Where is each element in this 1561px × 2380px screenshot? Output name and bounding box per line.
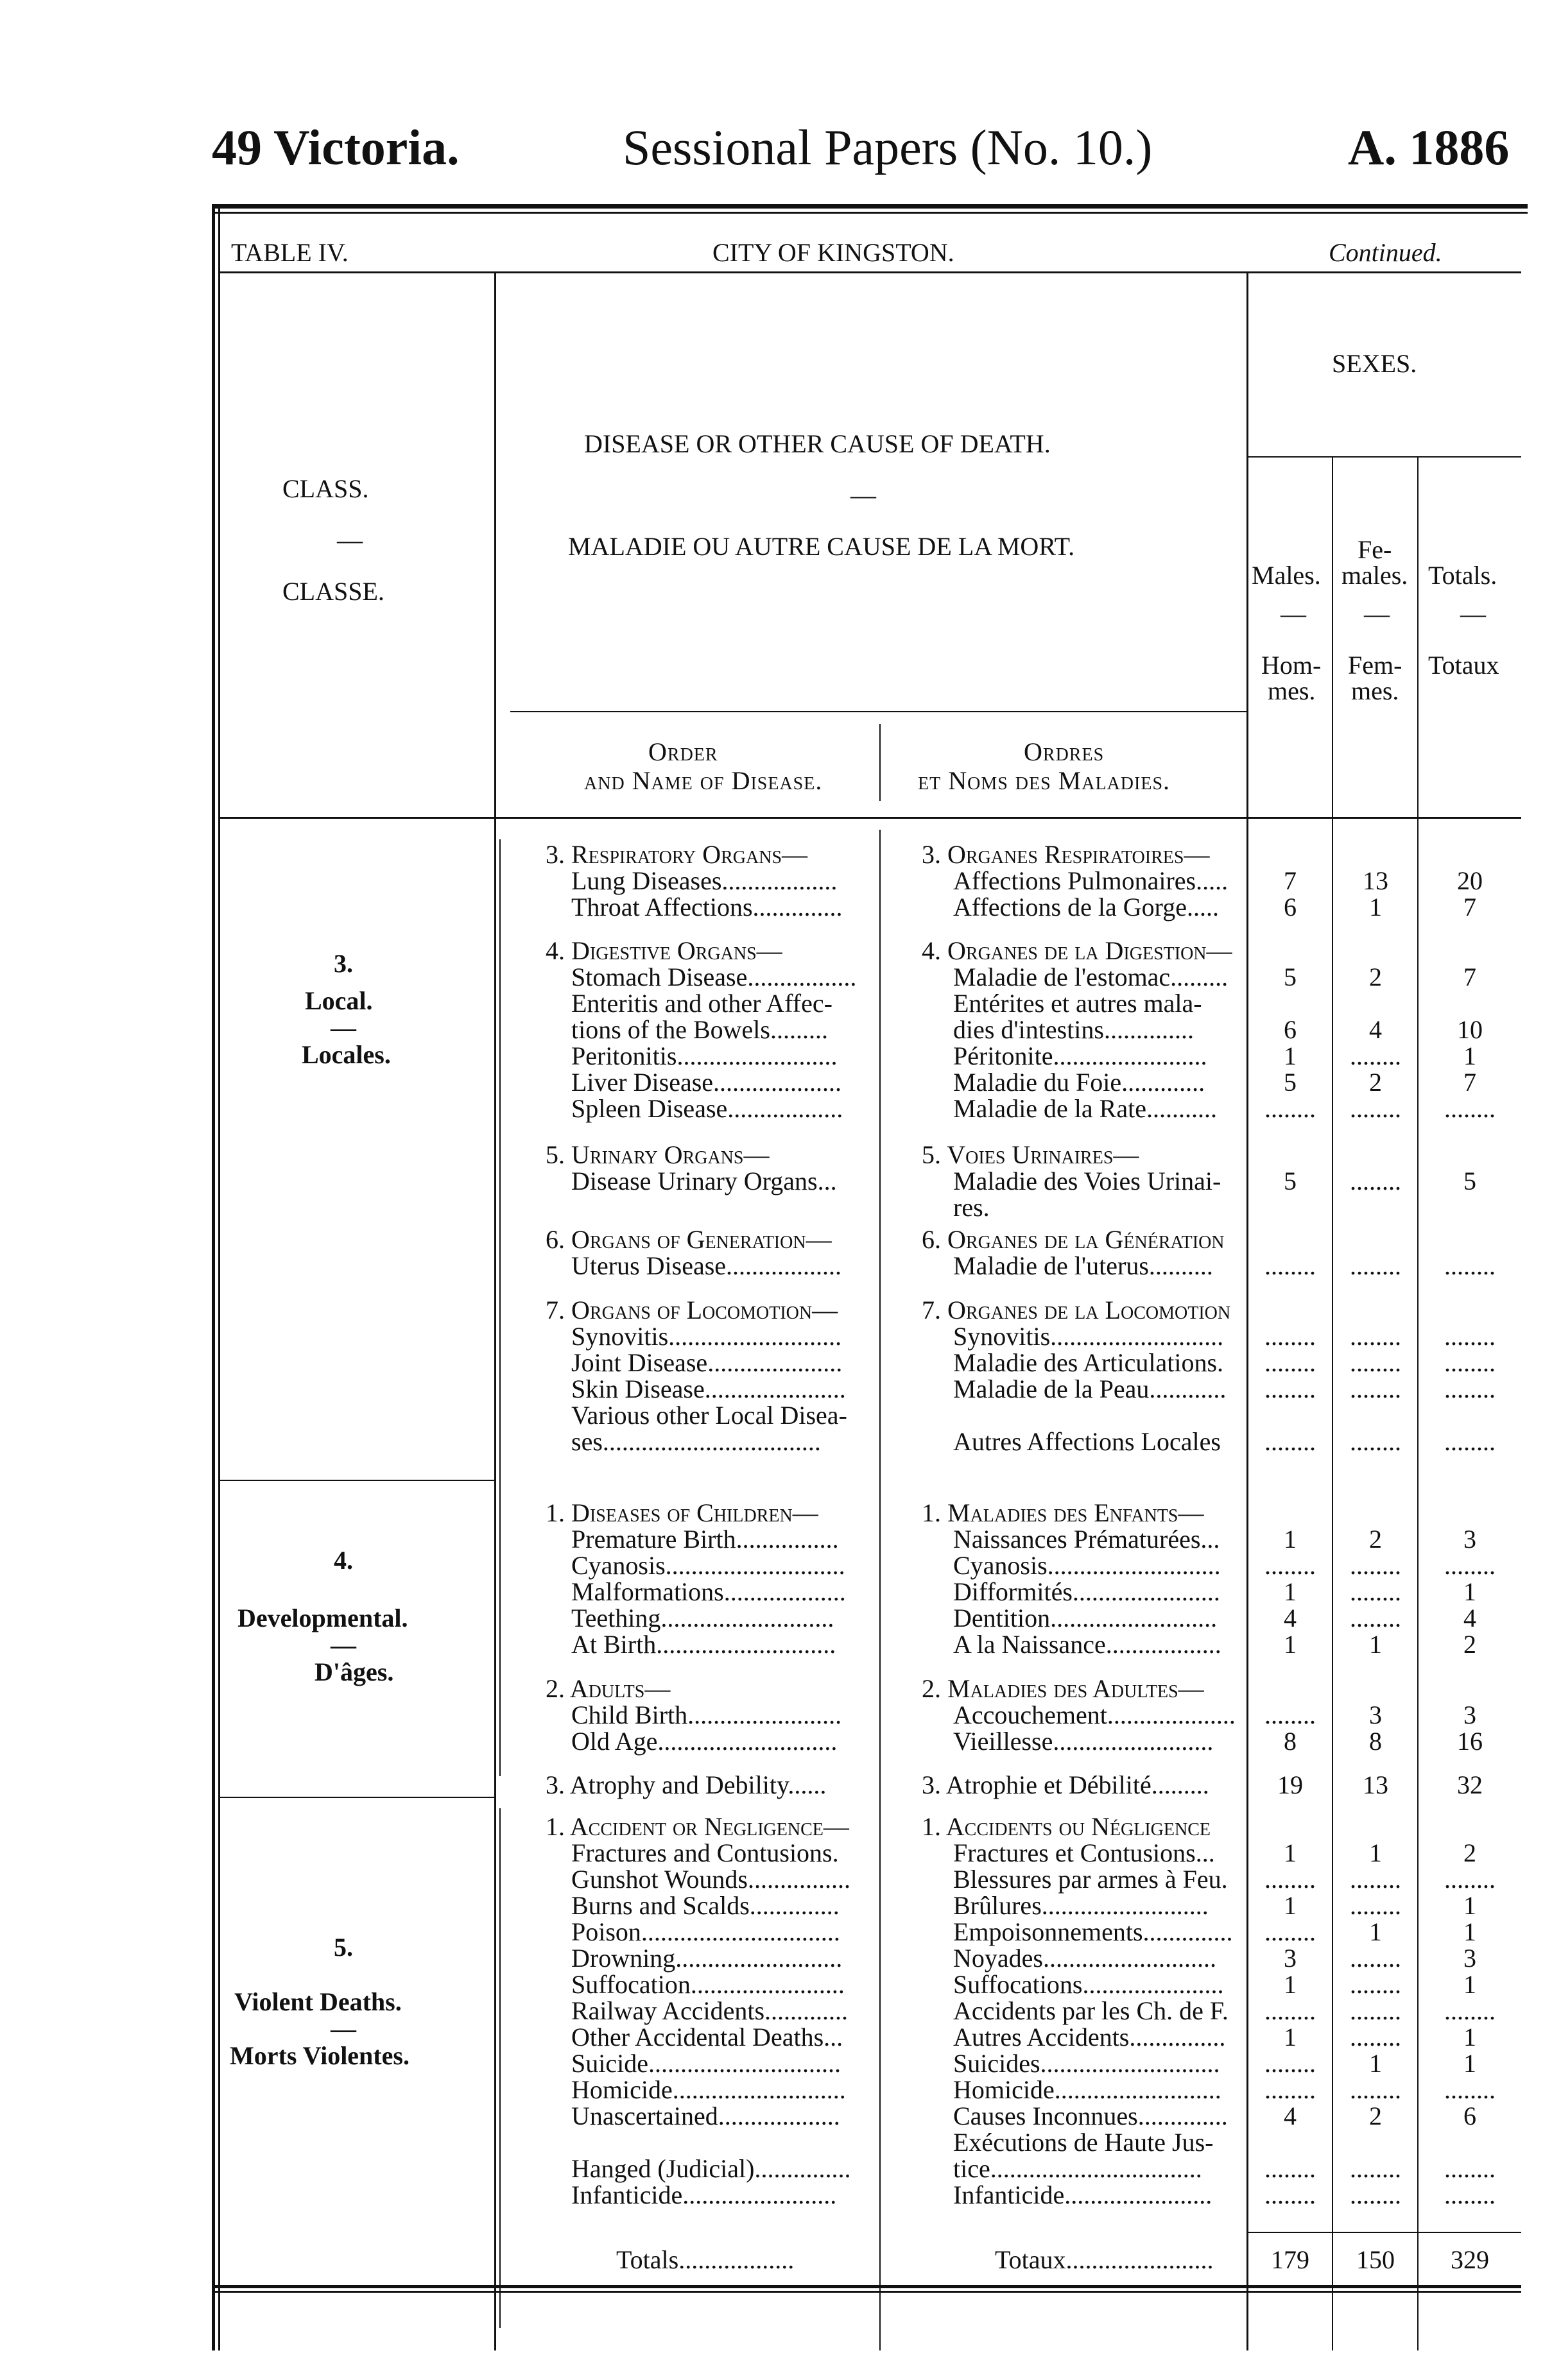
total-count: 1 bbox=[1463, 1970, 1476, 1999]
males-count: ........ bbox=[1264, 2180, 1316, 2209]
class-5-name-fr: Morts Violentes. bbox=[230, 2041, 410, 2070]
disease-name-fr: 2. Maladies des Adultes— bbox=[922, 1674, 1204, 1703]
males-count: ........ bbox=[1264, 1551, 1316, 1580]
females-count: 2 bbox=[1369, 1068, 1382, 1097]
disease-name-fr: 5. Voies Urinaires— bbox=[922, 1140, 1139, 1169]
males-header-fr-1: Hom- bbox=[1261, 651, 1322, 680]
males-header-en: Males. bbox=[1252, 561, 1321, 590]
females-header-fr-2: mes. bbox=[1351, 676, 1399, 705]
males-count: 1 bbox=[1284, 1525, 1297, 1554]
males-count: 1 bbox=[1284, 1041, 1297, 1070]
males-count: 19 bbox=[1277, 1770, 1303, 1799]
females-count: 4 bbox=[1369, 1015, 1382, 1044]
disease-name-en: Hanged (Judicial)............... bbox=[571, 2154, 851, 2183]
total-count: ........ bbox=[1444, 1322, 1496, 1351]
disease-name-en: Uterus Disease.................. bbox=[571, 1251, 842, 1280]
females-count: 1 bbox=[1369, 2049, 1382, 2078]
table-row bbox=[212, 2101, 1521, 2130]
disease-name-fr: Péritonite........................ bbox=[953, 1041, 1207, 1070]
males-header-dash: — bbox=[1281, 599, 1306, 628]
order-header-en-2: and Name of Disease. bbox=[584, 766, 823, 795]
disease-name-en: Enteritis and other Affec- bbox=[571, 989, 832, 1018]
class-3-name-fr: Locales. bbox=[302, 1040, 391, 1069]
males-count: 5 bbox=[1284, 1167, 1297, 1195]
disease-name-en: Spleen Disease.................. bbox=[571, 1094, 843, 1123]
table-row bbox=[212, 1192, 1521, 1222]
class-header-en: CLASS. bbox=[282, 474, 369, 503]
total-count: ........ bbox=[1444, 1251, 1496, 1280]
males-count: ........ bbox=[1264, 1700, 1316, 1729]
table-row bbox=[212, 1603, 1521, 1632]
females-count: ........ bbox=[1350, 1577, 1401, 1606]
males-count: ........ bbox=[1264, 1427, 1316, 1456]
females-count: ........ bbox=[1350, 1167, 1401, 1195]
table-row bbox=[212, 1166, 1521, 1195]
males-count: ........ bbox=[1264, 1348, 1316, 1377]
total-count: 2 bbox=[1463, 1838, 1476, 1867]
males-count: 8 bbox=[1284, 1727, 1297, 1756]
table-row bbox=[212, 1943, 1521, 1973]
males-count: ........ bbox=[1264, 2154, 1316, 2183]
table-continued: Continued. bbox=[1329, 238, 1442, 267]
table-title-row bbox=[212, 223, 1521, 275]
totals-males: 179 bbox=[1271, 2245, 1309, 2274]
total-count: 1 bbox=[1463, 2023, 1476, 2051]
disease-name-en: 1. Accident or Negligence— bbox=[546, 1812, 849, 1841]
disease-header-rule bbox=[510, 711, 1246, 712]
females-count: ........ bbox=[1350, 1348, 1401, 1377]
disease-name-fr: Accidents par les Ch. de F. bbox=[953, 1996, 1229, 2025]
total-count: ........ bbox=[1444, 1551, 1496, 1580]
table-row bbox=[212, 2153, 1521, 2183]
total-count: ........ bbox=[1444, 1094, 1496, 1123]
disease-name-en: Liver Disease.................... bbox=[571, 1068, 842, 1097]
disease-name-en: Skin Disease...................... bbox=[571, 1374, 846, 1403]
females-count: 8 bbox=[1369, 1727, 1382, 1756]
total-count: 2 bbox=[1463, 1630, 1476, 1659]
females-count: ........ bbox=[1350, 2180, 1401, 2209]
disease-name-en: Cyanosis............................ bbox=[571, 1551, 845, 1580]
females-count: ........ bbox=[1350, 2154, 1401, 2183]
total-count: ........ bbox=[1444, 1865, 1496, 1894]
table-row bbox=[212, 2022, 1521, 2051]
disease-name-fr: Cyanosis........................... bbox=[953, 1551, 1221, 1580]
class-5-number: 5. bbox=[334, 1933, 353, 1962]
disease-name-fr: Naissances Prématurées... bbox=[953, 1525, 1220, 1554]
disease-name-fr: Blessures par armes à Feu. bbox=[953, 1865, 1228, 1894]
total-count: 1 bbox=[1463, 1891, 1476, 1920]
disease-name-fr: res. bbox=[953, 1193, 990, 1222]
disease-name-fr: 3. Atrophie et Débilité......... bbox=[922, 1770, 1209, 1799]
table-row bbox=[212, 988, 1521, 1018]
disease-name-fr: Maladie de la Peau............ bbox=[953, 1374, 1227, 1403]
disease-name-fr: A la Naissance.................. bbox=[953, 1630, 1221, 1659]
table-row bbox=[212, 1041, 1521, 1070]
males-count: 1 bbox=[1284, 1630, 1297, 1659]
total-count: 1 bbox=[1463, 1041, 1476, 1070]
table-bottom-rule bbox=[212, 2285, 1521, 2288]
disease-name-fr: Exécutions de Haute Jus- bbox=[953, 2128, 1214, 2157]
disease-name-fr: 7. Organes de la Locomotion bbox=[922, 1296, 1231, 1324]
header-year: A. 1886 bbox=[1348, 119, 1510, 175]
males-count: ........ bbox=[1264, 1865, 1316, 1894]
disease-name-fr: Affections de la Gorge..... bbox=[953, 893, 1219, 921]
males-count: ........ bbox=[1264, 1322, 1316, 1351]
disease-name-en: 6. Organs of Generation— bbox=[546, 1225, 832, 1254]
females-count: 1 bbox=[1369, 1917, 1382, 1946]
disease-name-fr: Entérites et autres mala- bbox=[953, 989, 1202, 1018]
table-row bbox=[212, 1400, 1521, 1430]
table-row bbox=[212, 1969, 1521, 1999]
disease-name-en: Old Age............................ bbox=[571, 1727, 838, 1756]
disease-name-en: Gunshot Wounds................ bbox=[571, 1865, 850, 1894]
disease-header-dash: — bbox=[850, 481, 876, 509]
males-count: 1 bbox=[1284, 1577, 1297, 1606]
header-bottom-rule bbox=[218, 817, 1521, 819]
table-row bbox=[212, 1917, 1521, 1946]
totals-label-en: Totals.................. bbox=[616, 2245, 795, 2274]
total-count: ........ bbox=[1444, 1427, 1496, 1456]
males-count: ........ bbox=[1264, 1996, 1316, 2025]
total-count: ........ bbox=[1444, 2075, 1496, 2104]
disease-name-fr: 1. Maladies des Enfants— bbox=[922, 1498, 1204, 1527]
disease-name-fr: Accouchement.................... bbox=[953, 1700, 1236, 1729]
disease-name-en: tions of the Bowels......... bbox=[571, 1015, 828, 1044]
disease-name-en: Disease Urinary Organs... bbox=[571, 1167, 837, 1195]
total-count: ........ bbox=[1444, 2180, 1496, 2209]
disease-name-fr: Maladie de l'uterus.......... bbox=[953, 1251, 1213, 1280]
order-header-en-1: Order bbox=[648, 737, 718, 766]
header-volume: 49 Victoria. bbox=[212, 119, 460, 175]
table-row bbox=[212, 1067, 1521, 1097]
table-row bbox=[212, 1014, 1521, 1044]
males-count: 4 bbox=[1284, 2102, 1297, 2130]
page-header bbox=[0, 0, 1561, 193]
disease-name-fr: Noyades........................... bbox=[953, 1944, 1216, 1973]
total-count: 10 bbox=[1457, 1015, 1483, 1044]
class-3-name-en: Local. bbox=[305, 986, 373, 1015]
disease-name-fr: Empoisonnements.............. bbox=[953, 1917, 1233, 1946]
table-row bbox=[212, 1348, 1521, 1377]
table-group-row bbox=[212, 1295, 1521, 1324]
disease-name-fr: Brûlures.......................... bbox=[953, 1891, 1209, 1920]
table-row bbox=[212, 1426, 1521, 1456]
females-count: 3 bbox=[1369, 1700, 1382, 1729]
total-count: 1 bbox=[1463, 1917, 1476, 1946]
males-count: 6 bbox=[1284, 1015, 1297, 1044]
sexes-rule bbox=[1246, 456, 1521, 458]
disease-name-fr: Autres Affections Locales bbox=[953, 1427, 1221, 1456]
totals-row bbox=[212, 2245, 1521, 2274]
disease-name-en: Fractures and Contusions. bbox=[571, 1838, 839, 1867]
disease-name-en: Teething........................... bbox=[571, 1604, 834, 1632]
males-count: 1 bbox=[1284, 1970, 1297, 1999]
total-count: 3 bbox=[1463, 1944, 1476, 1973]
table-row bbox=[212, 1374, 1521, 1403]
class-4-name-en: Developmental. bbox=[237, 1604, 408, 1632]
males-count: ........ bbox=[1264, 2075, 1316, 2104]
total-count: 5 bbox=[1463, 1167, 1476, 1195]
disease-name-en: 4. Digestive Organs— bbox=[546, 936, 782, 965]
females-count: ........ bbox=[1350, 1604, 1401, 1632]
females-count: 1 bbox=[1369, 1630, 1382, 1659]
class-4-number: 4. bbox=[334, 1546, 353, 1575]
disease-name-en: 3. Respiratory Organs— bbox=[546, 840, 808, 869]
disease-name-fr: 6. Organes de la Génération bbox=[922, 1225, 1225, 1254]
total-count: 4 bbox=[1463, 1604, 1476, 1632]
class-5-dash: — bbox=[331, 2014, 356, 2043]
females-count: ........ bbox=[1350, 1865, 1401, 1894]
table-row bbox=[212, 1577, 1521, 1606]
total-count: ........ bbox=[1444, 1996, 1496, 2025]
disease-name-en: ses.................................. bbox=[571, 1427, 821, 1456]
disease-name-fr: Infanticide....................... bbox=[953, 2180, 1212, 2209]
disease-name-fr: Synovitis........................... bbox=[953, 1322, 1224, 1351]
table-row bbox=[212, 962, 1521, 991]
table-group-row bbox=[212, 1498, 1521, 1527]
females-count: ........ bbox=[1350, 1944, 1401, 1973]
total-count: 16 bbox=[1457, 1727, 1483, 1756]
total-count: 6 bbox=[1463, 2102, 1476, 2130]
disease-name-en: Poison............................... bbox=[571, 1917, 840, 1946]
totals-females: 150 bbox=[1356, 2245, 1395, 2274]
males-count: ........ bbox=[1264, 1374, 1316, 1403]
table-row bbox=[212, 866, 1521, 895]
table-row bbox=[212, 1996, 1521, 2025]
disease-header-fr: MALADIE OU AUTRE CAUSE DE LA MORT. bbox=[568, 532, 1075, 561]
class-3-number: 3. bbox=[334, 949, 353, 978]
disease-name-fr: Dentition.......................... bbox=[953, 1604, 1218, 1632]
disease-name-en: 1. Diseases of Children— bbox=[546, 1498, 818, 1527]
disease-name-fr: Suffocations...................... bbox=[953, 1970, 1224, 1999]
total-count: 7 bbox=[1463, 1068, 1476, 1097]
disease-name-en: Lung Diseases.................. bbox=[571, 866, 838, 895]
disease-name-fr: Suicides............................ bbox=[953, 2049, 1220, 2078]
order-header-fr-1: Ordres bbox=[1024, 737, 1105, 766]
class-header-fr: CLASSE. bbox=[282, 577, 384, 606]
females-count: 13 bbox=[1363, 866, 1388, 895]
females-count: ........ bbox=[1350, 1374, 1401, 1403]
totals-header-dash: — bbox=[1460, 599, 1486, 628]
totals-total: 329 bbox=[1451, 2245, 1489, 2274]
table-row bbox=[212, 2075, 1521, 2104]
disease-header-en: DISEASE OR OTHER CAUSE OF DEATH. bbox=[584, 429, 1051, 458]
males-count: 5 bbox=[1284, 963, 1297, 991]
disease-name-fr: Homicide.......................... bbox=[953, 2075, 1221, 2104]
disease-name-fr: Difformités....................... bbox=[953, 1577, 1220, 1606]
females-header-en-2: males. bbox=[1341, 561, 1408, 590]
total-count: 3 bbox=[1463, 1525, 1476, 1554]
disease-name-fr: Maladie de la Rate........... bbox=[953, 1094, 1217, 1123]
disease-name-en: Suffocation........................ bbox=[571, 1970, 845, 1999]
females-count: 2 bbox=[1369, 963, 1382, 991]
disease-name-en: Premature Birth................ bbox=[571, 1525, 839, 1554]
females-count: ........ bbox=[1350, 1970, 1401, 1999]
title-underline bbox=[218, 271, 1521, 273]
females-count: ........ bbox=[1350, 1094, 1401, 1123]
table-row bbox=[212, 1864, 1521, 1894]
table-row bbox=[212, 2180, 1521, 2209]
disease-name-fr: Fractures et Contusions... bbox=[953, 1838, 1215, 1867]
disease-name-en: 3. Atrophy and Debility...... bbox=[546, 1770, 827, 1799]
disease-name-fr: Maladie des Articulations. bbox=[953, 1348, 1224, 1377]
table-group-row bbox=[212, 1224, 1521, 1254]
table-row bbox=[212, 1770, 1521, 1799]
table-row bbox=[212, 892, 1521, 921]
females-count: ........ bbox=[1350, 1996, 1401, 2025]
males-count: 5 bbox=[1284, 1068, 1297, 1097]
totals-label-fr: Totaux....................... bbox=[995, 2245, 1214, 2274]
disease-name-fr: Maladie du Foie............. bbox=[953, 1068, 1205, 1097]
females-count: ........ bbox=[1350, 1041, 1401, 1070]
disease-name-en: Synovitis........................... bbox=[571, 1322, 842, 1351]
table-row bbox=[212, 1093, 1521, 1123]
females-count: ........ bbox=[1350, 1251, 1401, 1280]
disease-name-fr: Maladie des Voies Urinai- bbox=[953, 1167, 1221, 1195]
table-group-row bbox=[212, 839, 1521, 869]
males-count: 6 bbox=[1284, 893, 1297, 921]
males-count: ........ bbox=[1264, 1917, 1316, 1946]
class-4-5-separator bbox=[218, 1797, 494, 1798]
males-count: 1 bbox=[1284, 1838, 1297, 1867]
disease-name-en: Joint Disease..................... bbox=[571, 1348, 843, 1377]
total-count: ........ bbox=[1444, 1374, 1496, 1403]
females-count: ........ bbox=[1350, 2023, 1401, 2051]
disease-name-fr: Causes Inconnues.............. bbox=[953, 2102, 1228, 2130]
class-5-name-en: Violent Deaths. bbox=[234, 1987, 402, 2016]
total-count: ........ bbox=[1444, 1348, 1496, 1377]
disease-name-en: Malformations................... bbox=[571, 1577, 846, 1606]
males-count: 4 bbox=[1284, 1604, 1297, 1632]
disease-name-fr: tice................................. bbox=[953, 2154, 1202, 2183]
table-group-row bbox=[212, 936, 1521, 965]
disease-name-fr: Maladie de l'estomac......... bbox=[953, 963, 1229, 991]
table-row bbox=[212, 1550, 1521, 1580]
totals-header-en: Totals. bbox=[1428, 561, 1497, 590]
disease-name-en: Drowning.......................... bbox=[571, 1944, 843, 1973]
table-row bbox=[212, 1524, 1521, 1554]
males-count: ........ bbox=[1264, 1094, 1316, 1123]
mortality-table bbox=[212, 204, 1521, 2360]
disease-name-en: 7. Organs of Locomotion— bbox=[546, 1296, 838, 1324]
disease-name-fr: dies d'intestins.............. bbox=[953, 1015, 1194, 1044]
total-count: 7 bbox=[1463, 963, 1476, 991]
table-row bbox=[212, 1251, 1521, 1280]
disease-name-en: 5. Urinary Organs— bbox=[546, 1140, 770, 1169]
total-count: 3 bbox=[1463, 1700, 1476, 1729]
males-count: ........ bbox=[1264, 1251, 1316, 1280]
disease-name-en: Peritonitis......................... bbox=[571, 1041, 838, 1070]
disease-name-fr: Autres Accidents............... bbox=[953, 2023, 1226, 2051]
females-count: ........ bbox=[1350, 1891, 1401, 1920]
table-group-row bbox=[212, 1674, 1521, 1703]
totals-top-rule bbox=[1246, 2232, 1521, 2233]
disease-name-en: Child Birth........................ bbox=[571, 1700, 842, 1729]
disease-name-en: Infanticide........................ bbox=[571, 2180, 837, 2209]
class-header-dash: — bbox=[337, 526, 363, 554]
disease-name-en: Various other Local Disea- bbox=[571, 1401, 847, 1430]
males-count: 3 bbox=[1284, 1944, 1297, 1973]
females-count: 2 bbox=[1369, 2102, 1382, 2130]
disease-name-fr: 4. Organes de la Digestion— bbox=[922, 936, 1232, 965]
table-group-row bbox=[212, 1811, 1521, 1841]
total-count: 20 bbox=[1457, 866, 1483, 895]
total-count: 1 bbox=[1463, 2049, 1476, 2078]
disease-name-fr: 1. Accidents ou Négligence bbox=[922, 1812, 1211, 1841]
header-sessional-papers: Sessional Papers (No. 10.) bbox=[623, 119, 1153, 175]
females-count: 1 bbox=[1369, 1838, 1382, 1867]
table-row bbox=[212, 1629, 1521, 1659]
col-divider-en-fr-head bbox=[879, 724, 881, 801]
females-count: 13 bbox=[1363, 1770, 1388, 1799]
females-count: ........ bbox=[1350, 1427, 1401, 1456]
total-count: 32 bbox=[1457, 1770, 1483, 1799]
order-header-fr-2: et Noms des Maladies. bbox=[918, 766, 1171, 795]
females-count: ........ bbox=[1350, 1322, 1401, 1351]
class-3-dash: — bbox=[331, 1013, 356, 1042]
table-row bbox=[212, 2127, 1521, 2157]
sexes-header: SEXES. bbox=[1332, 349, 1417, 378]
class-4-name-fr: D'âges. bbox=[315, 1657, 394, 1686]
disease-name-fr: 3. Organes Respiratoires— bbox=[922, 840, 1210, 869]
males-count: 7 bbox=[1284, 866, 1297, 895]
total-count: 1 bbox=[1463, 1577, 1476, 1606]
females-header-fr-1: Fem- bbox=[1348, 651, 1402, 680]
males-count: 1 bbox=[1284, 1891, 1297, 1920]
females-count: 1 bbox=[1369, 893, 1382, 921]
table-bottom-rule-2 bbox=[212, 2291, 1521, 2293]
disease-name-en: 2. Adults— bbox=[546, 1674, 671, 1703]
totals-header-fr: Totaux bbox=[1428, 651, 1499, 680]
disease-name-fr: Affections Pulmonaires..... bbox=[953, 866, 1229, 895]
disease-name-en: Other Accidental Deaths... bbox=[571, 2023, 843, 2051]
table-row bbox=[212, 2048, 1521, 2078]
males-count: 1 bbox=[1284, 2023, 1297, 2051]
disease-name-en: Railway Accidents............. bbox=[571, 1996, 849, 2025]
females-count: 2 bbox=[1369, 1525, 1382, 1554]
disease-name-en: At Birth............................ bbox=[571, 1630, 836, 1659]
disease-name-en: Homicide........................... bbox=[571, 2075, 846, 2104]
males-count: ........ bbox=[1264, 2049, 1316, 2078]
class-3-4-separator bbox=[218, 1480, 494, 1481]
class-4-dash: — bbox=[331, 1631, 356, 1659]
table-row bbox=[212, 1700, 1521, 1729]
disease-name-en: Burns and Scalds.............. bbox=[571, 1891, 840, 1920]
total-count: ........ bbox=[1444, 2154, 1496, 2183]
disease-name-fr: Vieillesse......................... bbox=[953, 1727, 1214, 1756]
table-group-row bbox=[212, 1140, 1521, 1169]
females-count: ........ bbox=[1350, 1551, 1401, 1580]
females-header-dash: — bbox=[1364, 599, 1390, 628]
males-header-fr-2: mes. bbox=[1268, 676, 1316, 705]
table-number: TABLE IV. bbox=[231, 238, 349, 267]
table-row bbox=[212, 1726, 1521, 1756]
table-city: CITY OF KINGSTON. bbox=[712, 238, 954, 267]
table-row bbox=[212, 1838, 1521, 1867]
females-header-en-1: Fe- bbox=[1358, 535, 1392, 564]
disease-name-en: Stomach Disease................. bbox=[571, 963, 857, 991]
total-count: 7 bbox=[1463, 893, 1476, 921]
females-count: ........ bbox=[1350, 2075, 1401, 2104]
table-row bbox=[212, 1890, 1521, 1920]
disease-name-en: Unascertained................... bbox=[571, 2102, 840, 2130]
disease-name-en: Throat Affections.............. bbox=[571, 893, 843, 921]
disease-name-en: Suicide.............................. bbox=[571, 2049, 841, 2078]
table-row bbox=[212, 1321, 1521, 1351]
